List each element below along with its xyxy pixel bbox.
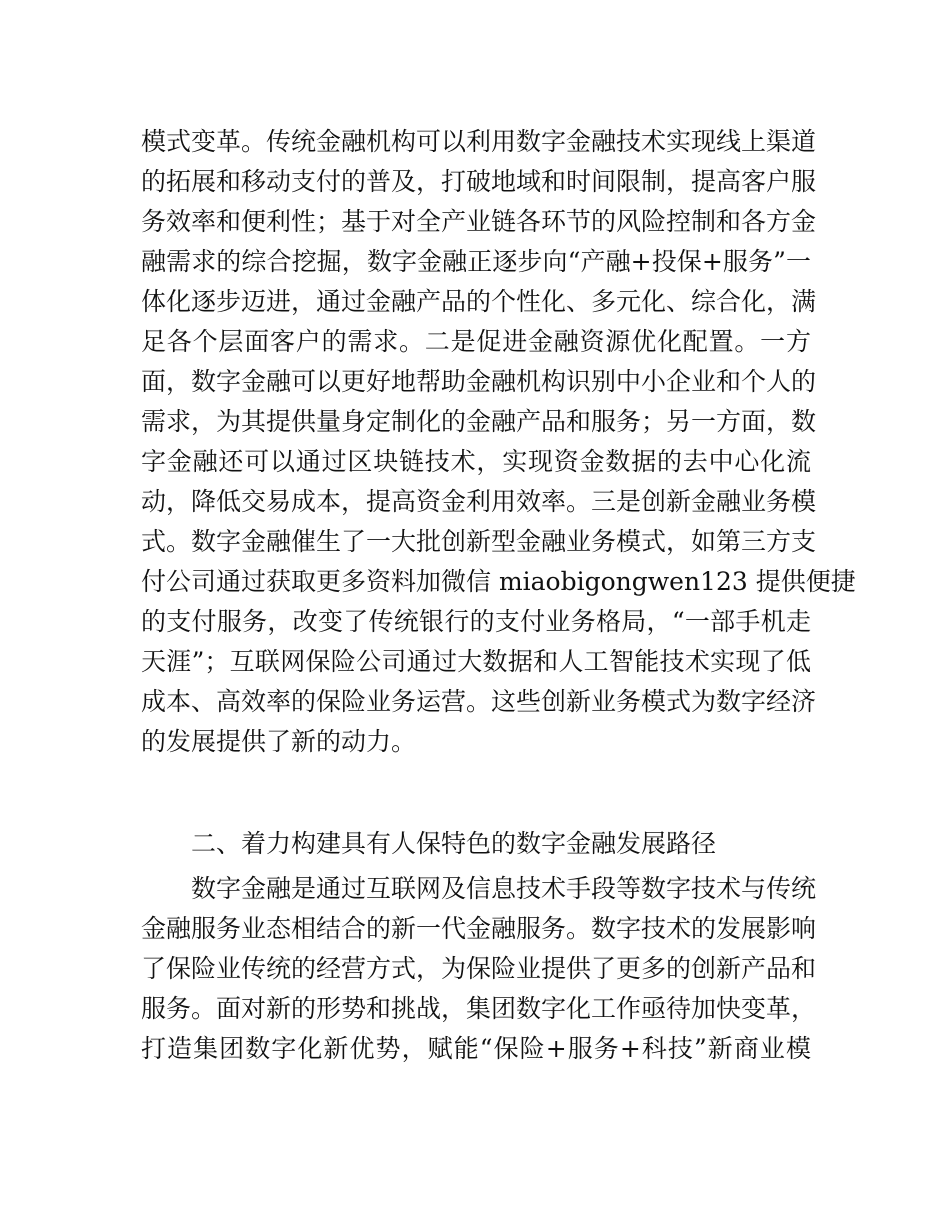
text-line: 天涯”；互联网保险公司通过大数据和人工智能技术实现了低 bbox=[141, 647, 811, 676]
text-line: 字金融还可以通过区块链技术，实现资金数据的去中心化流 bbox=[141, 447, 811, 476]
paragraph-continued bbox=[141, 122, 856, 762]
text-line: 需求，为其提供量身定制化的金融产品和服务；另一方面，数 bbox=[141, 407, 817, 436]
text-line: 融需求的综合挖掘，数字金融正逐步向“产融+投保+服务”一 bbox=[141, 247, 811, 276]
paragraph bbox=[141, 869, 817, 1069]
text-line: 金融服务业态相结合的新一代金融服务。数字技术的发展影响 bbox=[141, 914, 817, 943]
text-line: 务效率和便利性；基于对全产业链各环节的风险控制和各方金 bbox=[141, 207, 817, 236]
text-line: 的发展提供了新的动力。 bbox=[141, 727, 417, 756]
text-line: 打造集团数字化新优势，赋能“保险+服务+科技”新商业模 bbox=[141, 1034, 811, 1063]
text-line: 模式变革。传统金融机构可以利用数字金融技术实现线上渠道 bbox=[141, 127, 817, 156]
text-line: 付公司通过获取更多资料加微信 miaobigongwen123 提供便捷 bbox=[141, 567, 856, 596]
text-line: 数字金融是通过互联网及信息技术手段等数字技术与传统 bbox=[191, 874, 817, 903]
text-line: 了保险业传统的经营方式，为保险业提供了更多的创新产品和 bbox=[141, 954, 817, 983]
text-line: 服务。面对新的形势和挑战，集团数字化工作亟待加快变革， bbox=[141, 994, 817, 1023]
text-line: 动，降低交易成本，提高资金利用效率。三是创新金融业务模 bbox=[141, 487, 817, 516]
text-line: 体化逐步迈进，通过金融产品的个性化、多元化、综合化，满 bbox=[141, 287, 817, 316]
section-heading-block bbox=[141, 824, 811, 864]
text-line: 的拓展和移动支付的普及，打破地域和时间限制，提高客户服 bbox=[141, 167, 817, 196]
text-line: 面，数字金融可以更好地帮助金融机构识别中小企业和个人的 bbox=[141, 367, 817, 396]
text-line: 式。数字金融催生了一大批创新型金融业务模式，如第三方支 bbox=[141, 527, 817, 556]
text-line: 成本、高效率的保险业务运营。这些创新业务模式为数字经济 bbox=[141, 687, 817, 716]
section-heading: 二、着力构建具有人保特色的数字金融发展路径 bbox=[191, 829, 717, 858]
text-line: 足各个层面客户的需求。二是促进金融资源优化配置。一方 bbox=[141, 327, 811, 356]
text-line: 的支付服务，改变了传统银行的支付业务格局，“一部手机走 bbox=[141, 607, 811, 636]
